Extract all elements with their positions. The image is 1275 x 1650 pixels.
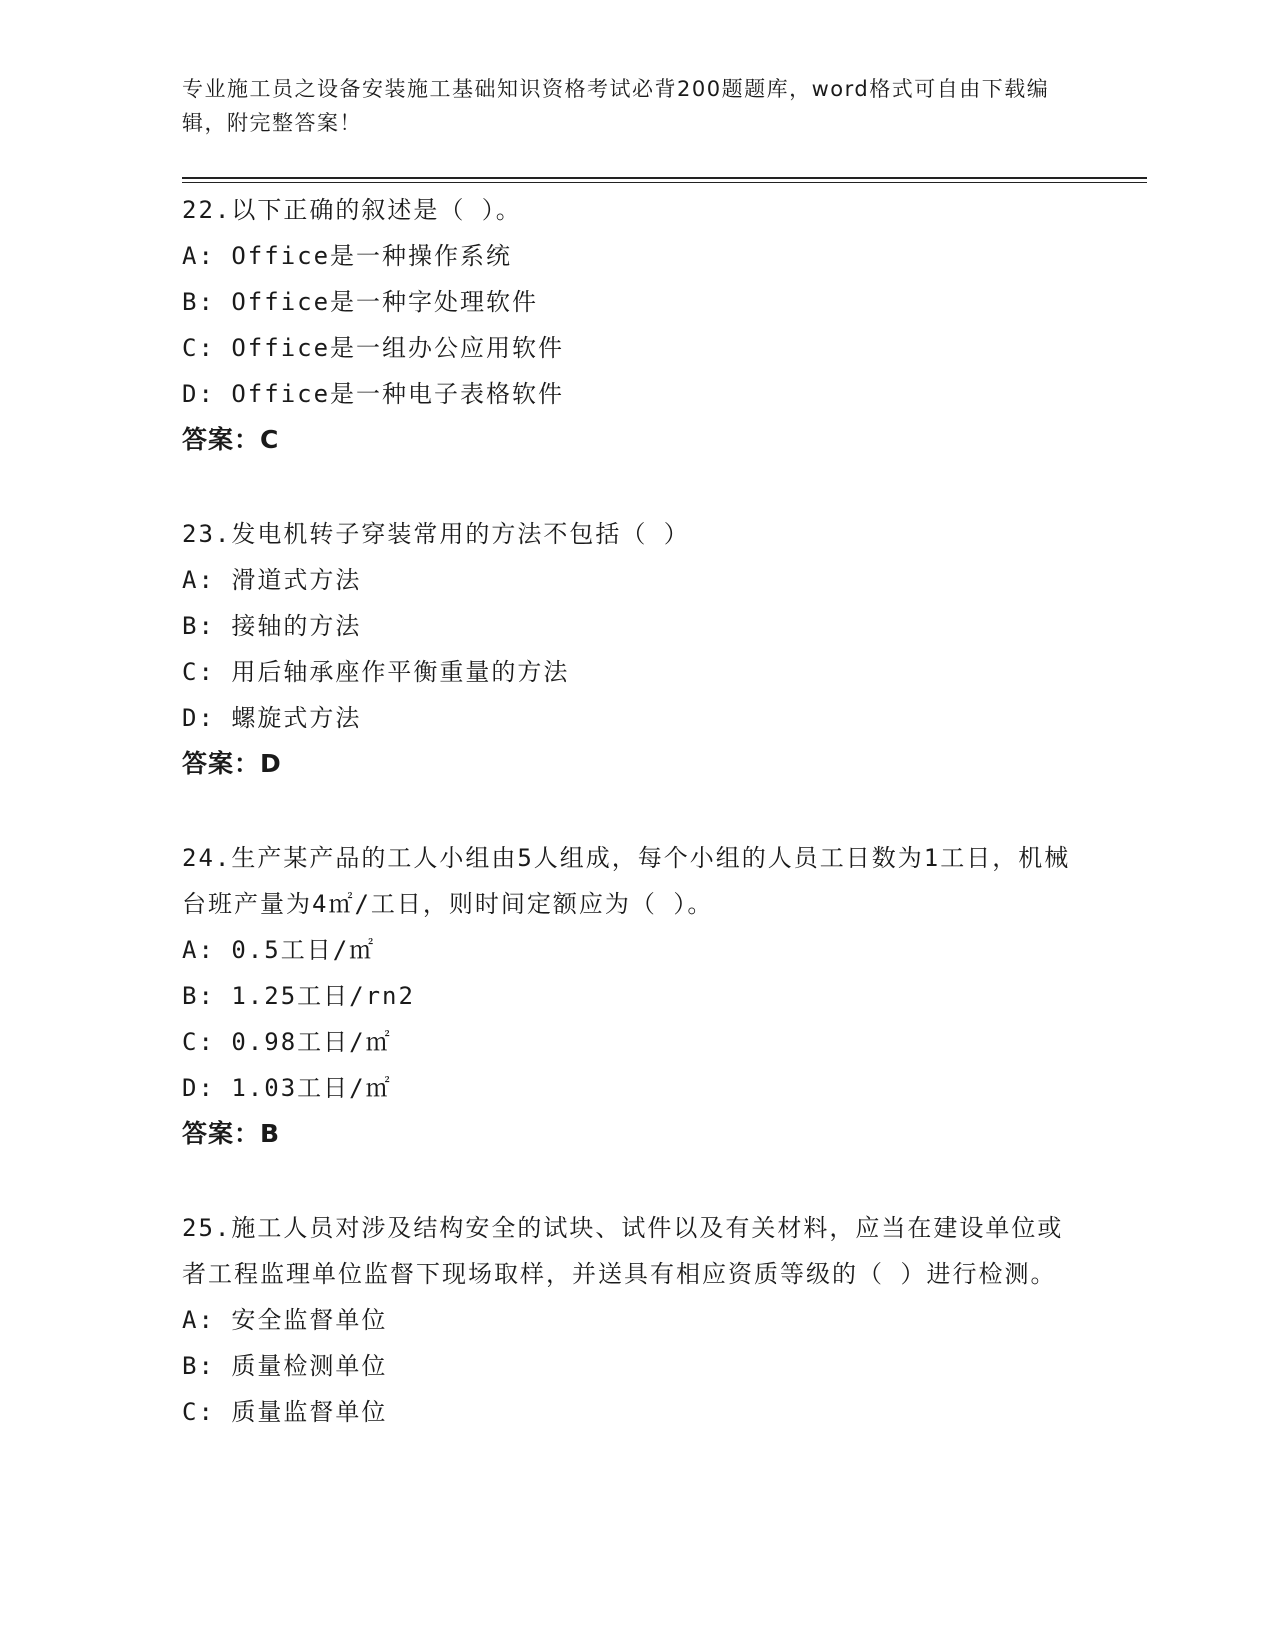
- option-b: B: 1.25工日/rn2: [182, 982, 415, 1010]
- option-a: A: 0.5工日/㎡: [182, 936, 376, 964]
- header-divider-thick: [182, 177, 1147, 179]
- option-c: C: 用后轴承座作平衡重量的方法: [182, 658, 570, 686]
- option-a: A: 滑道式方法: [182, 566, 362, 594]
- question-23: [182, 511, 1082, 787]
- option-c: C: 0.98工日/㎡: [182, 1028, 392, 1056]
- answer-label: 答案：B: [182, 1119, 281, 1148]
- option-b: B: 接轴的方法: [182, 612, 362, 640]
- option-c: C: Office是一组办公应用软件: [182, 334, 565, 362]
- option-d: D: 螺旋式方法: [182, 704, 362, 732]
- answer-label: 答案：D: [182, 749, 282, 778]
- option-c: C: 质量监督单位: [182, 1398, 388, 1426]
- question-stem: 25.施工人员对涉及结构安全的试块、试件以及有关材料，应当在建设单位或者工程监理单位监督下现场取样，并送具有相应资质等级的（ ）进行检测。: [182, 1214, 1064, 1288]
- question-stem: 24.生产某产品的工人小组由5人组成，每个小组的人员工日数为1工日，机械台班产量为4㎡/工日，则时间定额应为（ ）。: [182, 844, 1071, 918]
- question-22: [182, 187, 1082, 463]
- option-d: D: Office是一种电子表格软件: [182, 380, 565, 408]
- option-d: D: 1.03工日/㎡: [182, 1074, 392, 1102]
- option-a: A: 安全监督单位: [182, 1306, 388, 1334]
- answer-label: 答案：C: [182, 425, 280, 454]
- question-25: [182, 1205, 1082, 1435]
- header-divider-thin: [182, 182, 1147, 183]
- option-b: B: Office是一种字处理软件: [182, 288, 539, 316]
- question-list: [182, 187, 1082, 1483]
- question-stem: 23.发电机转子穿装常用的方法不包括（ ）: [182, 520, 690, 548]
- question-24: [182, 835, 1082, 1157]
- question-stem: 22.以下正确的叙述是（ ）。: [182, 196, 522, 224]
- option-b: B: 质量检测单位: [182, 1352, 388, 1380]
- document-header: 专业施工员之设备安装施工基础知识资格考试必背200题题库，word格式可自由下载编辑，附完整答案！: [182, 77, 1050, 135]
- option-a: A: Office是一种操作系统: [182, 242, 513, 270]
